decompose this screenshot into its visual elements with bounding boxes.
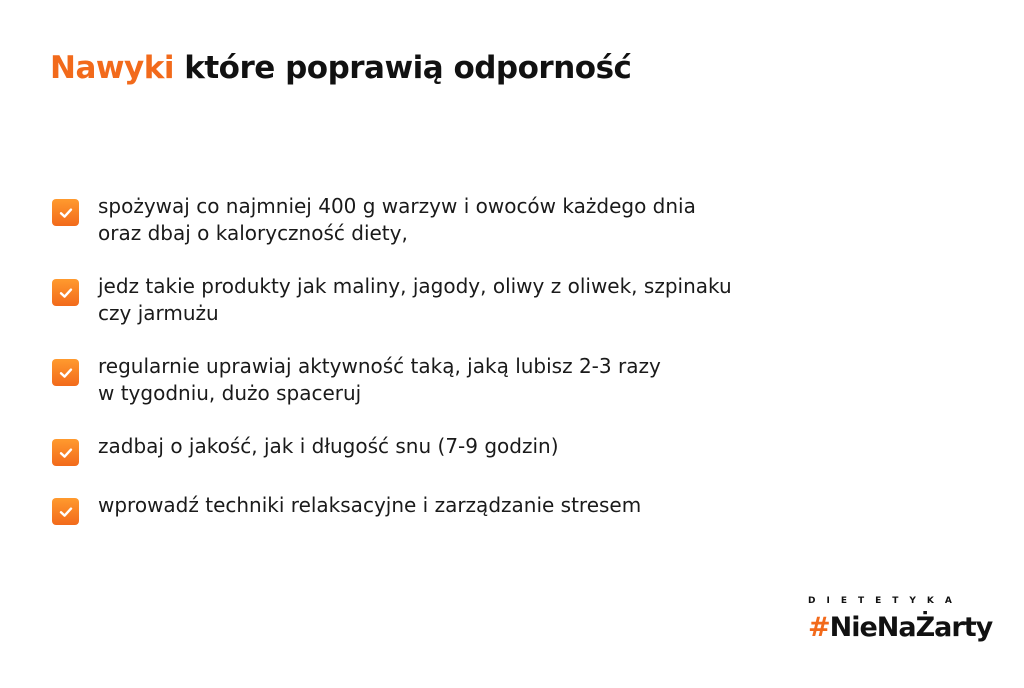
habit-text	[98, 433, 559, 460]
habit-line: czy jarmużu	[98, 301, 219, 325]
brand-name	[808, 612, 993, 643]
habit-text	[98, 353, 661, 407]
checkbox-checked-icon	[52, 498, 79, 525]
checkbox-checked-icon	[52, 359, 79, 386]
list-item	[52, 193, 852, 247]
checkbox-checked-icon	[52, 199, 79, 226]
habit-line: zadbaj o jakość, jak i długość snu (7-9 godzin)	[98, 434, 559, 458]
checkbox-checked-icon	[52, 439, 79, 466]
habit-list	[52, 193, 852, 551]
habit-line: oraz dbaj o kaloryczność diety,	[98, 221, 408, 245]
habit-line: jedz takie produkty jak maliny, jagody, oliwy z oliwek, szpinaku	[98, 274, 732, 298]
habit-text	[98, 492, 641, 519]
brand-logo	[808, 596, 993, 643]
title-accent: Nawyki	[50, 50, 174, 86]
habit-line: regularnie uprawiaj aktywność taką, jaką lubisz 2-3 razy	[98, 354, 661, 378]
title-rest: które poprawią odporność	[173, 50, 632, 86]
list-item	[52, 353, 852, 407]
habit-line: wprowadź techniki relaksacyjne i zarządzanie stresem	[98, 493, 642, 517]
page-title	[50, 50, 631, 86]
list-item	[52, 433, 852, 466]
list-item	[52, 273, 852, 327]
brand-hash: #	[808, 612, 830, 643]
brand-subtitle: DIETETYKA	[808, 596, 963, 606]
habit-line: spożywaj co najmniej 400 g warzyw i owoców każdego dnia	[98, 194, 696, 218]
list-item	[52, 492, 852, 525]
habit-text	[98, 193, 696, 247]
brand-name-text: NieNaŻarty	[829, 612, 993, 643]
habit-text	[98, 273, 732, 327]
habit-line: w tygodniu, dużo spaceruj	[98, 381, 362, 405]
checkbox-checked-icon	[52, 279, 79, 306]
